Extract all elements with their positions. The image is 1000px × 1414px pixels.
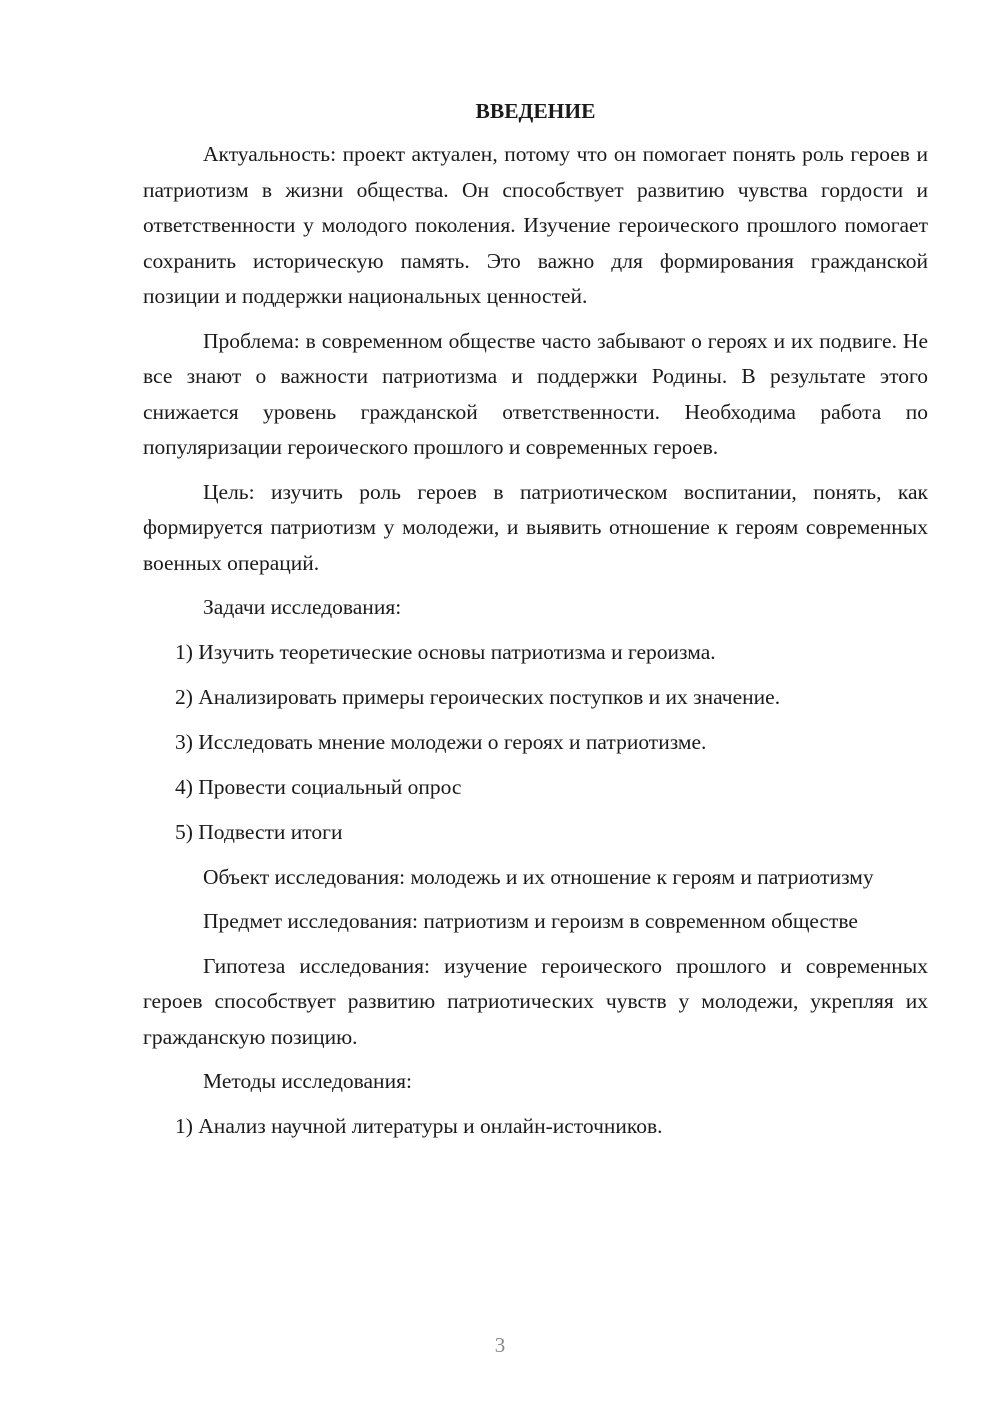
document-page bbox=[143, 95, 928, 1154]
method-item-1: 1) Анализ научной литературы и онлайн-источников. bbox=[175, 1113, 663, 1138]
relevance-paragraph: Актуальность: проект актуален, потому что он помогает понять роль героев и патриотизм в жизни общества. Он способствует развитию чувства гордости и ответственности у молодого поколения. Изучение героического прошлого помогает сохранить историческую память. Это важно для формирования гражданской позиции и поддержки национальных ценностей. bbox=[143, 142, 928, 308]
page-number: 3 bbox=[494, 1333, 506, 1357]
task-item-5: 5) Подвести итоги bbox=[175, 819, 343, 844]
task-item-4: 4) Провести социальный опрос bbox=[175, 774, 462, 799]
task-item-1: 1) Изучить теоретические основы патриотизма и героизма. bbox=[175, 639, 716, 664]
object-paragraph: Объект исследования: молодежь и их отношение к героям и патриотизму bbox=[203, 864, 874, 889]
methods-label: Методы исследования: bbox=[203, 1069, 412, 1093]
goal-paragraph: Цель: изучить роль героев в патриотическом воспитании, понять, как формируется патриотизм у молодежи, и выявить отношение к героям современных военных операций. bbox=[143, 479, 928, 575]
subject-paragraph: Предмет исследования: патриотизм и героизм в современном обществе bbox=[203, 909, 858, 933]
task-item-2: 2) Анализировать примеры героических поступков и их значение. bbox=[175, 684, 781, 709]
section-heading: ВВЕДЕНИЕ bbox=[475, 99, 596, 123]
tasks-label: Задачи исследования: bbox=[203, 595, 402, 619]
task-item-3: 3) Исследовать мнение молодежи о героях и патриотизме. bbox=[175, 729, 707, 754]
problem-paragraph: Проблема: в современном обществе часто забывают о героях и их подвиге. Не все знают о важности патриотизма и поддержки Родины. В результате этого снижается уровень гражданской ответственности. Необходима работа по популяризации героического прошлого и современных героев. bbox=[143, 328, 928, 459]
hypothesis-paragraph: Гипотеза исследования: изучение героического прошлого и современных героев способствует развитию патриотических чувств у молодежи, укрепляя их гражданскую позицию. bbox=[143, 953, 928, 1049]
